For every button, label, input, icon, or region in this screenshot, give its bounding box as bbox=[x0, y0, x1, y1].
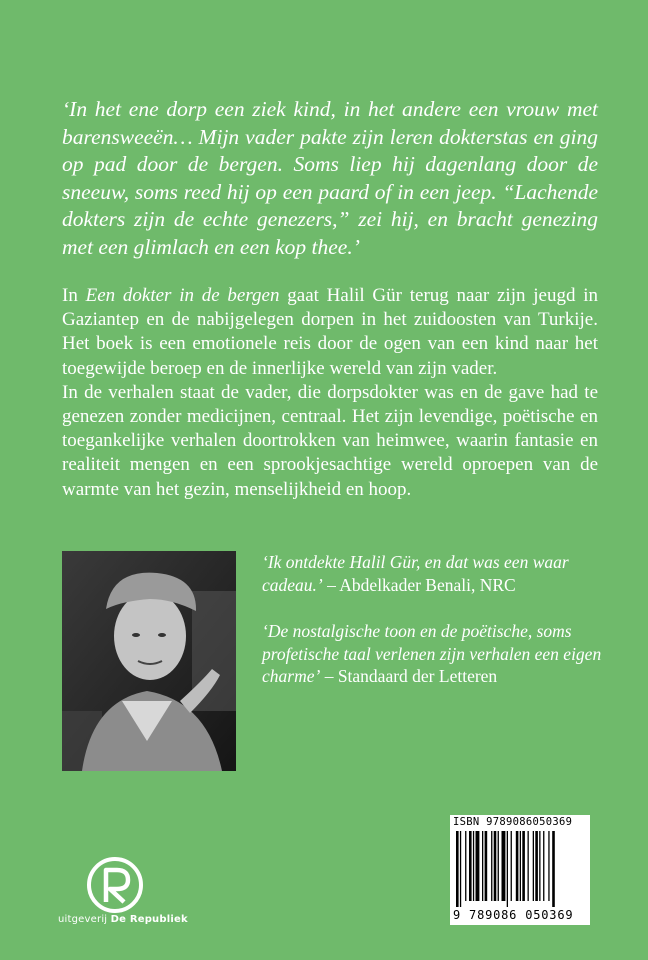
book-title: Een dokter in de bergen bbox=[85, 285, 280, 306]
back-cover-quote: ‘In het ene dorp een ziek kind, in het andere een vrouw met barensweeën… Mijn vader pakte zijn leren dokterstas en ging op pad door de bergen. Soms liep hij dagenlang door de sneeuw, soms reed hij op een paard of in een jeep. “Lachende dokters zijn de echte genezers,” zei hij, en bracht genezing met een glimlach en een kop thee.’ bbox=[62, 97, 598, 259]
author-photo bbox=[62, 551, 236, 771]
description-paragraph-1: In Een dokter in de bergen gaat Halil Gür terug naar zijn jeugd in Gaziantep en de nabijgelegen dorpen in het zuidoosten van Turkije. Het boek is een emotionele reis door de ogen van een kind naar het toegewijde beroep en de innerlijke wereld van zijn vader. bbox=[62, 285, 598, 379]
review-quote-2: ‘De nostalgische toon en de poëtische, soms profetische taal verlenen zijn verhalen een eigen charme’ – Standaard der Letteren bbox=[262, 621, 602, 686]
isbn-barcode bbox=[450, 815, 590, 925]
book-description bbox=[62, 284, 598, 502]
review-source-1: – Abdelkader Benali, NRC bbox=[322, 574, 516, 595]
publisher-name: uitgeverij De Republiek bbox=[58, 914, 188, 925]
isbn-digits: 9 789086 050369 bbox=[453, 908, 574, 922]
review-source-2: – Standaard der Letteren bbox=[320, 666, 498, 686]
review-quote-1: ‘Ik ontdekte Halil Gür, en dat was een waar cadeau.’ – Abdelkader Benali, NRC bbox=[262, 552, 569, 595]
barcode-bars bbox=[456, 831, 584, 907]
isbn-label: ISBN 9789086050369 bbox=[453, 816, 573, 828]
description-paragraph-2: In de verhalen staat de vader, die dorpsdokter was en de gave had te genezen zonder medicijnen, centraal. Het zijn levendige, poëtische en toegankelijke verhalen doortrokken van heimwee, waarin fantasie en realiteit mengen en een sprookjesachtige wereld oproepen van de warmte van het gezin, menselijkheid en hoop. bbox=[62, 381, 598, 500]
publisher-logo-icon bbox=[86, 856, 144, 914]
